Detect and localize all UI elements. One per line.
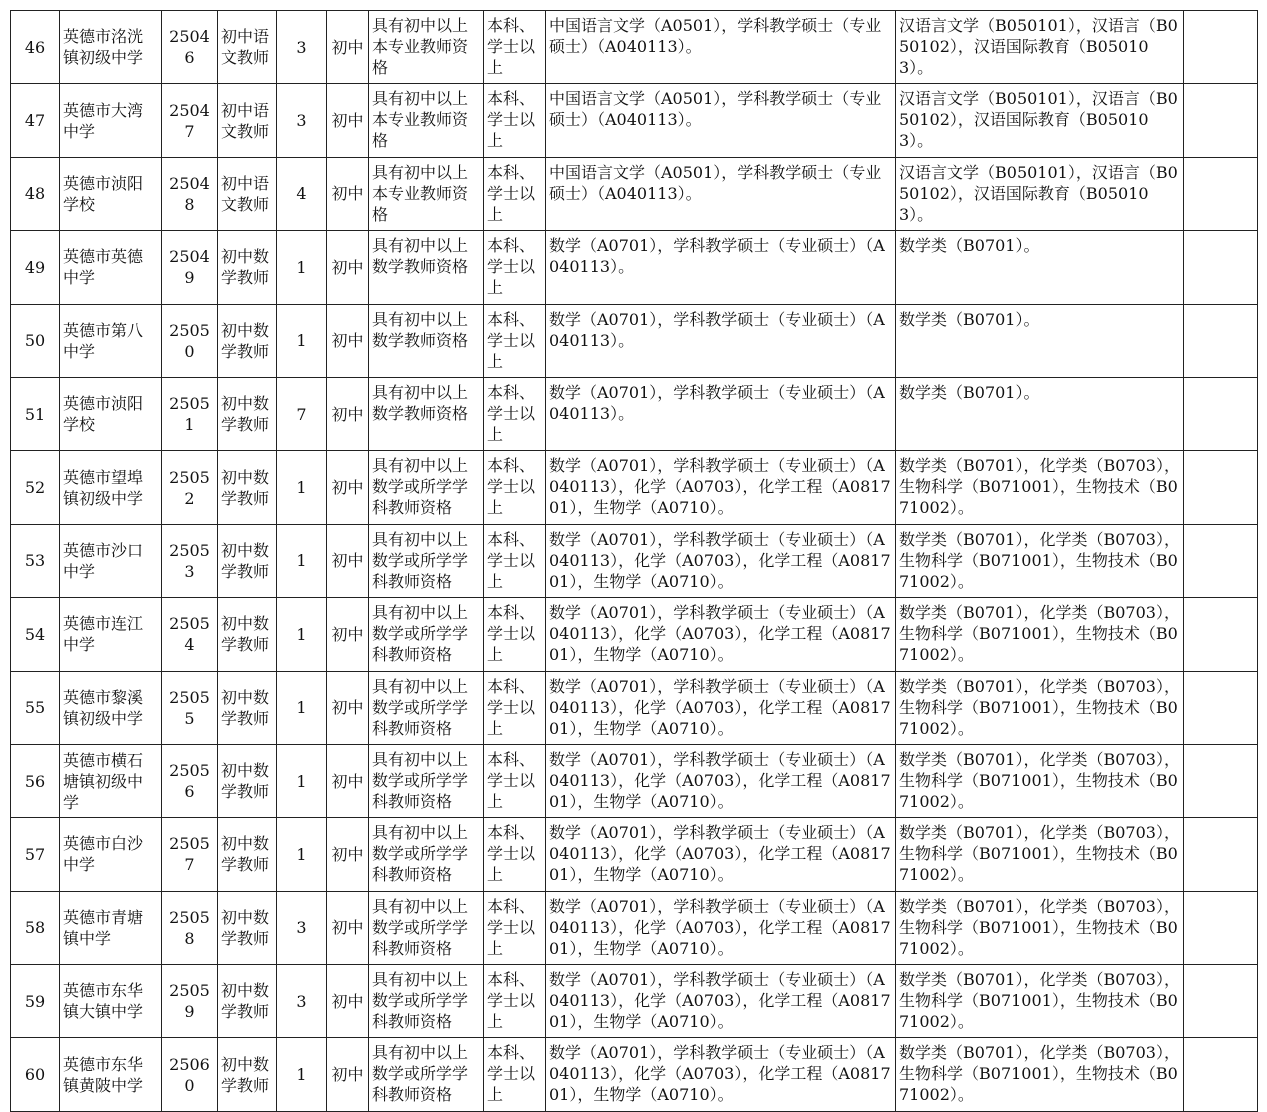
table-row: [11, 744, 1258, 817]
undergraduate-majors: 数学类（B0701）。: [896, 377, 1184, 450]
table-row: [11, 965, 1258, 1038]
school-level: 初中: [327, 818, 369, 891]
graduate-majors: 数学（A0701），学科教学硕士（专业硕士）（A040113），化学（A0703），化学工程（A081701），生物学（A0710）。: [546, 524, 896, 597]
position-name: 初中语文教师: [218, 157, 277, 230]
position-name: 初中数学教师: [218, 965, 277, 1038]
other-requirements: [1184, 451, 1258, 524]
employer-unit: 英德市洺洸镇初级中学: [60, 11, 162, 84]
recruitment-table: [10, 10, 1258, 1112]
graduate-majors: 数学（A0701），学科教学硕士（专业硕士）（A040113），化学（A0703），化学工程（A081701），生物学（A0710）。: [546, 451, 896, 524]
hiring-count: 3: [277, 891, 327, 964]
graduate-majors: 数学（A0701），学科教学硕士（专业硕士）（A040113），化学（A0703），化学工程（A081701），生物学（A0710）。: [546, 744, 896, 817]
other-requirements: [1184, 304, 1258, 377]
position-code: 25048: [162, 157, 218, 230]
hiring-count: 1: [277, 818, 327, 891]
graduate-majors: 数学（A0701），学科教学硕士（专业硕士）（A040113），化学（A0703），化学工程（A081701），生物学（A0710）。: [546, 818, 896, 891]
certificate-requirement: 具有初中以上数学或所学学科教师资格: [369, 451, 484, 524]
employer-unit: 英德市黎溪镇初级中学: [60, 671, 162, 744]
employer-unit: 英德市横石塘镇初级中学: [60, 744, 162, 817]
other-requirements: [1184, 1038, 1258, 1111]
row-number: 51: [11, 377, 60, 450]
certificate-requirement: 具有初中以上数学或所学学科教师资格: [369, 598, 484, 671]
education-requirement: 本科、学士以上: [484, 11, 546, 84]
table-row: [11, 671, 1258, 744]
undergraduate-majors: 数学类（B0701），化学类（B0703），生物科学（B071001），生物技术（B071002）。: [896, 1038, 1184, 1111]
hiring-count: 1: [277, 451, 327, 524]
undergraduate-majors: 数学类（B0701），化学类（B0703），生物科学（B071001），生物技术（B071002）。: [896, 451, 1184, 524]
hiring-count: 1: [277, 231, 327, 304]
education-requirement: 本科、学士以上: [484, 524, 546, 597]
position-code: 25050: [162, 304, 218, 377]
undergraduate-majors: 数学类（B0701），化学类（B0703），生物科学（B071001），生物技术（B071002）。: [896, 744, 1184, 817]
table-row: [11, 157, 1258, 230]
position-code: 25059: [162, 965, 218, 1038]
table-row: [11, 451, 1258, 524]
education-requirement: 本科、学士以上: [484, 304, 546, 377]
row-number: 52: [11, 451, 60, 524]
hiring-count: 1: [277, 304, 327, 377]
education-requirement: 本科、学士以上: [484, 377, 546, 450]
other-requirements: [1184, 84, 1258, 157]
other-requirements: [1184, 671, 1258, 744]
education-requirement: 本科、学士以上: [484, 231, 546, 304]
graduate-majors: 数学（A0701），学科教学硕士（专业硕士）（A040113），化学（A0703），化学工程（A081701），生物学（A0710）。: [546, 1038, 896, 1111]
position-name: 初中数学教师: [218, 671, 277, 744]
position-code: 25051: [162, 377, 218, 450]
other-requirements: [1184, 11, 1258, 84]
graduate-majors: 数学（A0701），学科教学硕士（专业硕士）（A040113）。: [546, 231, 896, 304]
school-level: 初中: [327, 11, 369, 84]
school-level: 初中: [327, 891, 369, 964]
position-code: 25047: [162, 84, 218, 157]
undergraduate-majors: 数学类（B0701），化学类（B0703），生物科学（B071001），生物技术（B071002）。: [896, 598, 1184, 671]
graduate-majors: 数学（A0701），学科教学硕士（专业硕士）（A040113），化学（A0703），化学工程（A081701），生物学（A0710）。: [546, 891, 896, 964]
row-number: 56: [11, 744, 60, 817]
table-row: [11, 304, 1258, 377]
hiring-count: 4: [277, 157, 327, 230]
position-code: 25049: [162, 231, 218, 304]
hiring-count: 1: [277, 671, 327, 744]
school-level: 初中: [327, 524, 369, 597]
employer-unit: 英德市沙口中学: [60, 524, 162, 597]
position-name: 初中数学教师: [218, 524, 277, 597]
employer-unit: 英德市浈阳学校: [60, 157, 162, 230]
education-requirement: 本科、学士以上: [484, 84, 546, 157]
undergraduate-majors: 数学类（B0701），化学类（B0703），生物科学（B071001），生物技术（B071002）。: [896, 671, 1184, 744]
undergraduate-majors: 数学类（B0701），化学类（B0703），生物科学（B071001），生物技术（B071002）。: [896, 818, 1184, 891]
position-name: 初中数学教师: [218, 304, 277, 377]
graduate-majors: 数学（A0701），学科教学硕士（专业硕士）（A040113），化学（A0703），化学工程（A081701），生物学（A0710）。: [546, 671, 896, 744]
undergraduate-majors: 数学类（B0701）。: [896, 231, 1184, 304]
row-number: 55: [11, 671, 60, 744]
position-name: 初中数学教师: [218, 231, 277, 304]
graduate-majors: 数学（A0701），学科教学硕士（专业硕士）（A040113），化学（A0703），化学工程（A081701），生物学（A0710）。: [546, 965, 896, 1038]
table-row: [11, 598, 1258, 671]
graduate-majors: 数学（A0701），学科教学硕士（专业硕士）（A040113），化学（A0703），化学工程（A081701），生物学（A0710）。: [546, 598, 896, 671]
position-name: 初中语文教师: [218, 84, 277, 157]
employer-unit: 英德市浈阳学校: [60, 377, 162, 450]
certificate-requirement: 具有初中以上本专业教师资格: [369, 84, 484, 157]
position-code: 25058: [162, 891, 218, 964]
education-requirement: 本科、学士以上: [484, 965, 546, 1038]
position-code: 25057: [162, 818, 218, 891]
employer-unit: 英德市东华镇黄陂中学: [60, 1038, 162, 1111]
hiring-count: 3: [277, 11, 327, 84]
school-level: 初中: [327, 157, 369, 230]
row-number: 53: [11, 524, 60, 597]
other-requirements: [1184, 377, 1258, 450]
education-requirement: 本科、学士以上: [484, 451, 546, 524]
position-name: 初中数学教师: [218, 598, 277, 671]
row-number: 48: [11, 157, 60, 230]
position-name: 初中数学教师: [218, 377, 277, 450]
table-row: [11, 84, 1258, 157]
graduate-majors: 数学（A0701），学科教学硕士（专业硕士）（A040113）。: [546, 377, 896, 450]
education-requirement: 本科、学士以上: [484, 157, 546, 230]
school-level: 初中: [327, 84, 369, 157]
row-number: 46: [11, 11, 60, 84]
position-code: 25052: [162, 451, 218, 524]
certificate-requirement: 具有初中以上数学或所学学科教师资格: [369, 818, 484, 891]
school-level: 初中: [327, 304, 369, 377]
employer-unit: 英德市连江中学: [60, 598, 162, 671]
school-level: 初中: [327, 1038, 369, 1111]
position-code: 25046: [162, 11, 218, 84]
employer-unit: 英德市白沙中学: [60, 818, 162, 891]
position-name: 初中数学教师: [218, 451, 277, 524]
position-name: 初中语文教师: [218, 11, 277, 84]
certificate-requirement: 具有初中以上数学或所学学科教师资格: [369, 671, 484, 744]
employer-unit: 英德市大湾中学: [60, 84, 162, 157]
table-row: [11, 11, 1258, 84]
school-level: 初中: [327, 744, 369, 817]
table-row: [11, 818, 1258, 891]
certificate-requirement: 具有初中以上数学或所学学科教师资格: [369, 524, 484, 597]
hiring-count: 1: [277, 744, 327, 817]
education-requirement: 本科、学士以上: [484, 1038, 546, 1111]
certificate-requirement: 具有初中以上数学教师资格: [369, 377, 484, 450]
school-level: 初中: [327, 598, 369, 671]
certificate-requirement: 具有初中以上数学或所学学科教师资格: [369, 744, 484, 817]
graduate-majors: 数学（A0701），学科教学硕士（专业硕士）（A040113）。: [546, 304, 896, 377]
employer-unit: 英德市第八中学: [60, 304, 162, 377]
row-number: 54: [11, 598, 60, 671]
certificate-requirement: 具有初中以上本专业教师资格: [369, 157, 484, 230]
certificate-requirement: 具有初中以上数学教师资格: [369, 231, 484, 304]
row-number: 49: [11, 231, 60, 304]
hiring-count: 1: [277, 598, 327, 671]
graduate-majors: 中国语言文学（A0501），学科教学硕士（专业硕士）（A040113）。: [546, 11, 896, 84]
table-row: [11, 891, 1258, 964]
table-body: [11, 11, 1258, 1112]
row-number: 59: [11, 965, 60, 1038]
other-requirements: [1184, 818, 1258, 891]
employer-unit: 英德市英德中学: [60, 231, 162, 304]
undergraduate-majors: 数学类（B0701）。: [896, 304, 1184, 377]
table-row: [11, 377, 1258, 450]
position-name: 初中数学教师: [218, 1038, 277, 1111]
hiring-count: 1: [277, 524, 327, 597]
certificate-requirement: 具有初中以上数学或所学学科教师资格: [369, 1038, 484, 1111]
table-row: [11, 524, 1258, 597]
undergraduate-majors: 数学类（B0701），化学类（B0703），生物科学（B071001），生物技术（B071002）。: [896, 891, 1184, 964]
hiring-count: 7: [277, 377, 327, 450]
undergraduate-majors: 汉语言文学（B050101），汉语言（B050102），汉语国际教育（B050103）。: [896, 11, 1184, 84]
row-number: 60: [11, 1038, 60, 1111]
table-row: [11, 1038, 1258, 1111]
employer-unit: 英德市青塘镇中学: [60, 891, 162, 964]
position-code: 25053: [162, 524, 218, 597]
position-name: 初中数学教师: [218, 744, 277, 817]
position-name: 初中数学教师: [218, 818, 277, 891]
other-requirements: [1184, 744, 1258, 817]
other-requirements: [1184, 231, 1258, 304]
employer-unit: 英德市东华镇大镇中学: [60, 965, 162, 1038]
hiring-count: 3: [277, 84, 327, 157]
education-requirement: 本科、学士以上: [484, 744, 546, 817]
education-requirement: 本科、学士以上: [484, 818, 546, 891]
graduate-majors: 中国语言文学（A0501），学科教学硕士（专业硕士）（A040113）。: [546, 84, 896, 157]
employer-unit: 英德市望埠镇初级中学: [60, 451, 162, 524]
school-level: 初中: [327, 451, 369, 524]
position-code: 25056: [162, 744, 218, 817]
certificate-requirement: 具有初中以上本专业教师资格: [369, 11, 484, 84]
graduate-majors: 中国语言文学（A0501），学科教学硕士（专业硕士）（A040113）。: [546, 157, 896, 230]
position-code: 25055: [162, 671, 218, 744]
education-requirement: 本科、学士以上: [484, 598, 546, 671]
certificate-requirement: 具有初中以上数学教师资格: [369, 304, 484, 377]
hiring-count: 3: [277, 965, 327, 1038]
position-name: 初中数学教师: [218, 891, 277, 964]
undergraduate-majors: 数学类（B0701），化学类（B0703），生物科学（B071001），生物技术（B071002）。: [896, 524, 1184, 597]
other-requirements: [1184, 891, 1258, 964]
school-level: 初中: [327, 965, 369, 1038]
row-number: 58: [11, 891, 60, 964]
school-level: 初中: [327, 671, 369, 744]
education-requirement: 本科、学士以上: [484, 671, 546, 744]
hiring-count: 1: [277, 1038, 327, 1111]
position-code: 25054: [162, 598, 218, 671]
certificate-requirement: 具有初中以上数学或所学学科教师资格: [369, 965, 484, 1038]
position-code: 25060: [162, 1038, 218, 1111]
other-requirements: [1184, 598, 1258, 671]
school-level: 初中: [327, 231, 369, 304]
school-level: 初中: [327, 377, 369, 450]
row-number: 47: [11, 84, 60, 157]
table-row: [11, 231, 1258, 304]
row-number: 50: [11, 304, 60, 377]
undergraduate-majors: 汉语言文学（B050101），汉语言（B050102），汉语国际教育（B050103）。: [896, 84, 1184, 157]
other-requirements: [1184, 965, 1258, 1038]
undergraduate-majors: 汉语言文学（B050101），汉语言（B050102），汉语国际教育（B050103）。: [896, 157, 1184, 230]
education-requirement: 本科、学士以上: [484, 891, 546, 964]
row-number: 57: [11, 818, 60, 891]
certificate-requirement: 具有初中以上数学或所学学科教师资格: [369, 891, 484, 964]
undergraduate-majors: 数学类（B0701），化学类（B0703），生物科学（B071001），生物技术（B071002）。: [896, 965, 1184, 1038]
other-requirements: [1184, 524, 1258, 597]
other-requirements: [1184, 157, 1258, 230]
